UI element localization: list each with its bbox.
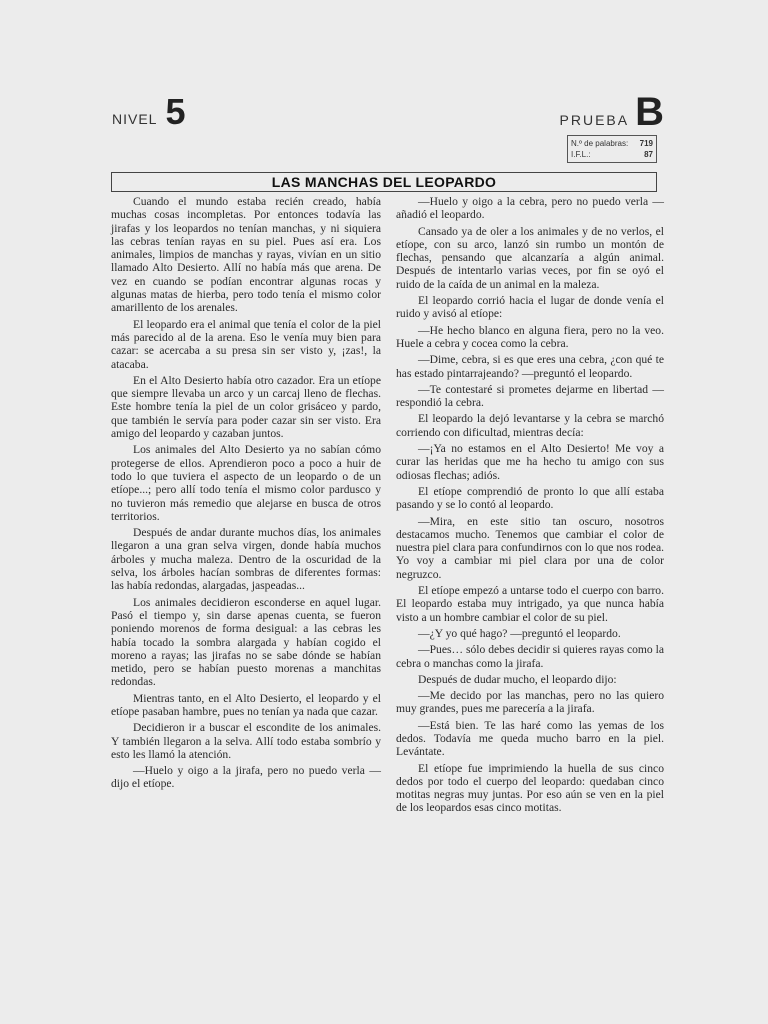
paragraph: —Mira, en este sitio tan oscuro, nosotros destacamos mucho. Tenemos que cambiar el color de nuestra piel clara para confundirnos con lo que nos rodea. Yo voy a cambiar mi piel clara por una de color negruzco. [396, 514, 664, 581]
level-number: 5 [165, 91, 186, 132]
paragraph: —Te contestaré si prometes dejarme en libertad —respondió la cebra. [396, 382, 664, 410]
level-header [112, 91, 186, 132]
word-count-label: N.º de palabras: [571, 139, 629, 148]
paragraph: Decidieron ir a buscar el escondite de los animales. Y también llegaron a la selva. Allí todo estaba sombrío y esto les llamó la atención. [111, 721, 381, 761]
paragraph: —Dime, cebra, si es que eres una cebra, ¿con qué te has estado pintarrajeando? —preguntó el leopardo. [396, 353, 664, 380]
paragraph: —¿Y yo qué hago? —preguntó el leopardo. [418, 626, 621, 640]
story-title-box [111, 172, 657, 192]
test-header [560, 92, 664, 132]
paragraph: —Huelo y oigo a la jirafa, pero no puedo verla —dijo el etíope. [111, 764, 381, 791]
left-column [111, 195, 381, 794]
level-label: NIVEL [112, 111, 158, 127]
paragraph: Cansado ya de oler a los animales y de no verlos, el etíope, con su arco, lanzó sin rumbo un montón de flechas, pensando que alcanzaría a algún animal. Después de intentarlo varias veces, por fin se oyó el ruido de la caída de un animal en la maleza. [396, 224, 664, 291]
paragraph: —Pues… sólo debes decidir si quieres rayas como la cebra o manchas como la jirafa. [396, 643, 664, 670]
word-count-row [571, 138, 653, 149]
paragraph: Los animales del Alto Desierto ya no sabían cómo protegerse de ellos. Aprendieron poco a poco a huir de todo lo que tuviera el aspecto de un leopardo o de un etíope...; pero allí todo tenía el mismo color pardusco y no tuvieron más remedio que alejarse en busca de otros territorios. [111, 443, 381, 523]
ifl-label: I.F.L.: [571, 150, 591, 159]
word-stats-box [567, 135, 657, 163]
paragraph: El etíope fue imprimiendo la huella de sus cinco dedos por todo el cuerpo del leopardo: quedaban cinco motitas negras muy juntas. Por eso aún se ven en la piel de los leopardos esas cinco motitas. [396, 761, 664, 815]
right-column [396, 195, 664, 818]
paragraph: —Me decido por las manchas, pero no las quiero muy grandes, pues me parecería a la jirafa. [396, 689, 664, 716]
ifl-row [571, 149, 653, 160]
paragraph: El etíope empezó a untarse todo el cuerpo con barro. El leopardo estaba muy intrigado, ya que nunca había visto a un hombre cambiar el color de su piel. [396, 584, 664, 624]
paragraph: Después de dudar mucho, el leopardo dijo: [418, 672, 617, 686]
paragraph: El etíope comprendió de pronto lo que allí estaba pasando y se lo contó al leopardo. [396, 484, 664, 512]
ifl-value: 87 [644, 150, 653, 159]
story-title: LAS MANCHAS DEL LEOPARDO [271, 174, 497, 190]
paragraph: —Huelo y oigo a la cebra, pero no puedo verla —añadió el leopardo. [396, 195, 664, 222]
paragraph: Los animales decidieron esconderse en aquel lugar. Pasó el tiempo y, sin darse apenas cuenta, se fueron poniendo morenos de forma desigual: a las cebras les había tocado la sombra alargada y habían cogido el moreno a rayas; las jirafas no se sabe dónde se habían metido, pero se habían puesto morenas a manchitas redondas. [111, 595, 381, 689]
test-label: PRUEBA [559, 112, 630, 128]
paragraph: Después de andar durante muchos días, los animales llegaron a una gran selva virgen, donde había muchos árboles y mucha maleza. Dentro de la oscuridad de la selva, los árboles hacían sombras de diferentes formas: las había redondas, alargadas, jaspeadas... [111, 526, 381, 593]
paragraph: En el Alto Desierto había otro cazador. Era un etíope que siempre llevaba un arco y un carcaj lleno de flechas. Este hombre tenía la piel de un color grisáceo y pardo, que también le servía para poder cazar sin ser visto. Era amigo del leopardo y cazaban juntos. [111, 373, 381, 441]
paragraph: El leopardo era el animal que tenía el color de la piel más parecido al de la arena. Eso le venía muy bien para cazar: se acercaba a su presa sin ser visto y, ¡zas!, la atacaba. [111, 317, 381, 371]
paragraph: El leopardo la dejó levantarse y la cebra se marchó corriendo con dificultad, mientras decía: [396, 412, 664, 439]
paragraph: Mientras tanto, en el Alto Desierto, el leopardo y el etíope pasaban hambre, pues no tenían ya nada que cazar. [111, 691, 381, 718]
word-count-value: 719 [639, 139, 653, 148]
paragraph: Cuando el mundo estaba recién creado, había muchas cosas incompletas. Por entonces todavía las jirafas y los leopardos no tenían manchas, y ni siquiera las cebras tenían rayas en su piel. Pues así era. Los animales, limpios de manchas y rayas, vivían en un sitio llamado Alto Desierto. Allí no había más que arena. De vez en cuando se podían encontrar algunas rocas y algunas matas de hierba, pero todo tenía el mismo color amarillento de los arenales. [111, 195, 381, 315]
paragraph: —Está bien. Te las haré como las yemas de los dedos. Todavía me queda mucho barro en la piel. Levántate. [396, 718, 664, 759]
paragraph: El leopardo corrió hacia el lugar de donde venía el ruido y avisó al etíope: [396, 294, 664, 321]
test-letter: B [635, 90, 664, 134]
paragraph: —He hecho blanco en alguna fiera, pero no la veo. Huele a cebra y cocea como la cebra. [396, 323, 664, 350]
paragraph: —¡Ya no estamos en el Alto Desierto! Me voy a curar las heridas que me ha hecho tu amigo con sus odiosas flechas; adiós. [396, 442, 664, 482]
